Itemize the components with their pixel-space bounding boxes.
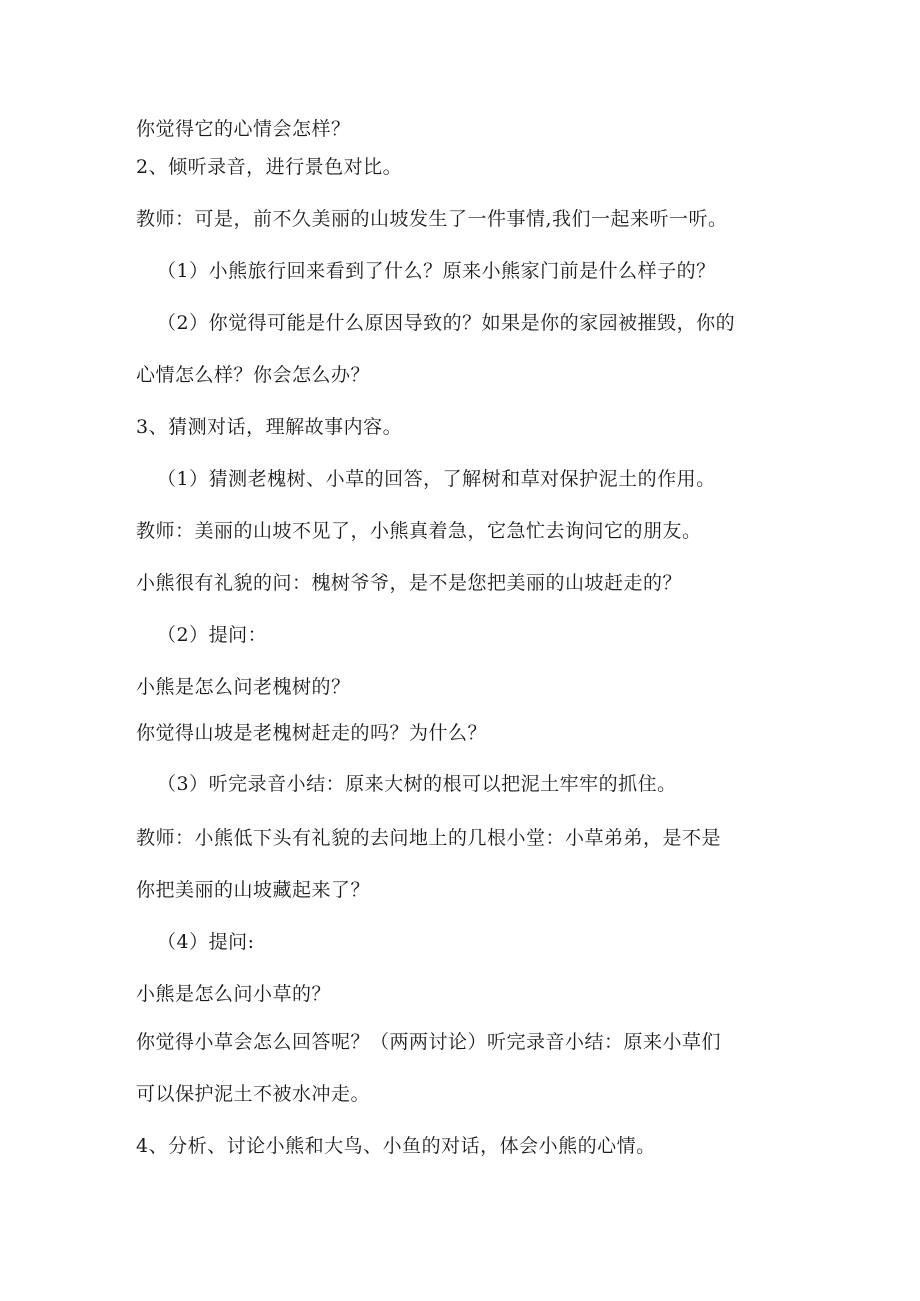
question-item: （3）听完录音小结：原来大树的根可以把泥土牢牢的抓住。 [157,773,677,795]
question-item: （1）小熊旅行回来看到了什么？原来小熊家门前是什么样子的？ [157,260,716,282]
text-line: 小熊是怎么问老槐树的？ [136,676,351,698]
question-item: （2）你觉得可能是什么原因导致的？如果是你的家园被摧毁，你的 [157,312,736,334]
text-line: 心情怎么样？你会怎么办？ [136,364,371,386]
text-line: 可以保护泥土不被水冲走。 [136,1083,371,1105]
text-line: 教师：小熊低下头有礼貌的去问地上的几根小堂：小草弟弟，是不是 [136,827,722,849]
text-line: 你觉得小草会怎么回答呢？（两两讨论）听完录音小结：原来小草们 [136,1031,722,1053]
text-line: 教师：美丽的山坡不见了，小熊真着急，它急忙去询问它的朋友。 [136,520,702,542]
question-item: （1）猜测老槐树、小草的回答，了解树和草对保护泥土的作用。 [157,468,716,490]
section-heading: 3、猜测对话，理解故事内容。 [136,416,403,438]
section-heading: 2、倾听录音，进行景色对比。 [136,156,403,178]
section-heading: 4、分析、讨论小熊和大鸟、小鱼的对话，体会小熊的心情。 [136,1135,656,1157]
text-line: 你把美丽的山坡藏起来了？ [136,879,371,901]
question-item: （2）提问： [157,624,268,646]
text-line: 你觉得它的心情会怎样？ [136,118,351,140]
question-item: （4）提问: [157,931,255,953]
text-line: 小熊是怎么问小草的？ [136,983,332,1005]
text-line: 教师：可是，前不久美丽的山坡发生了一件事情,我们一起来听一听。 [136,208,728,230]
text-line: 你觉得山坡是老槐树赶走的吗？为什么？ [136,722,488,744]
text-line: 小熊很有礼貌的问：槐树爷爷，是不是您把美丽的山坡赶走的？ [136,572,683,594]
